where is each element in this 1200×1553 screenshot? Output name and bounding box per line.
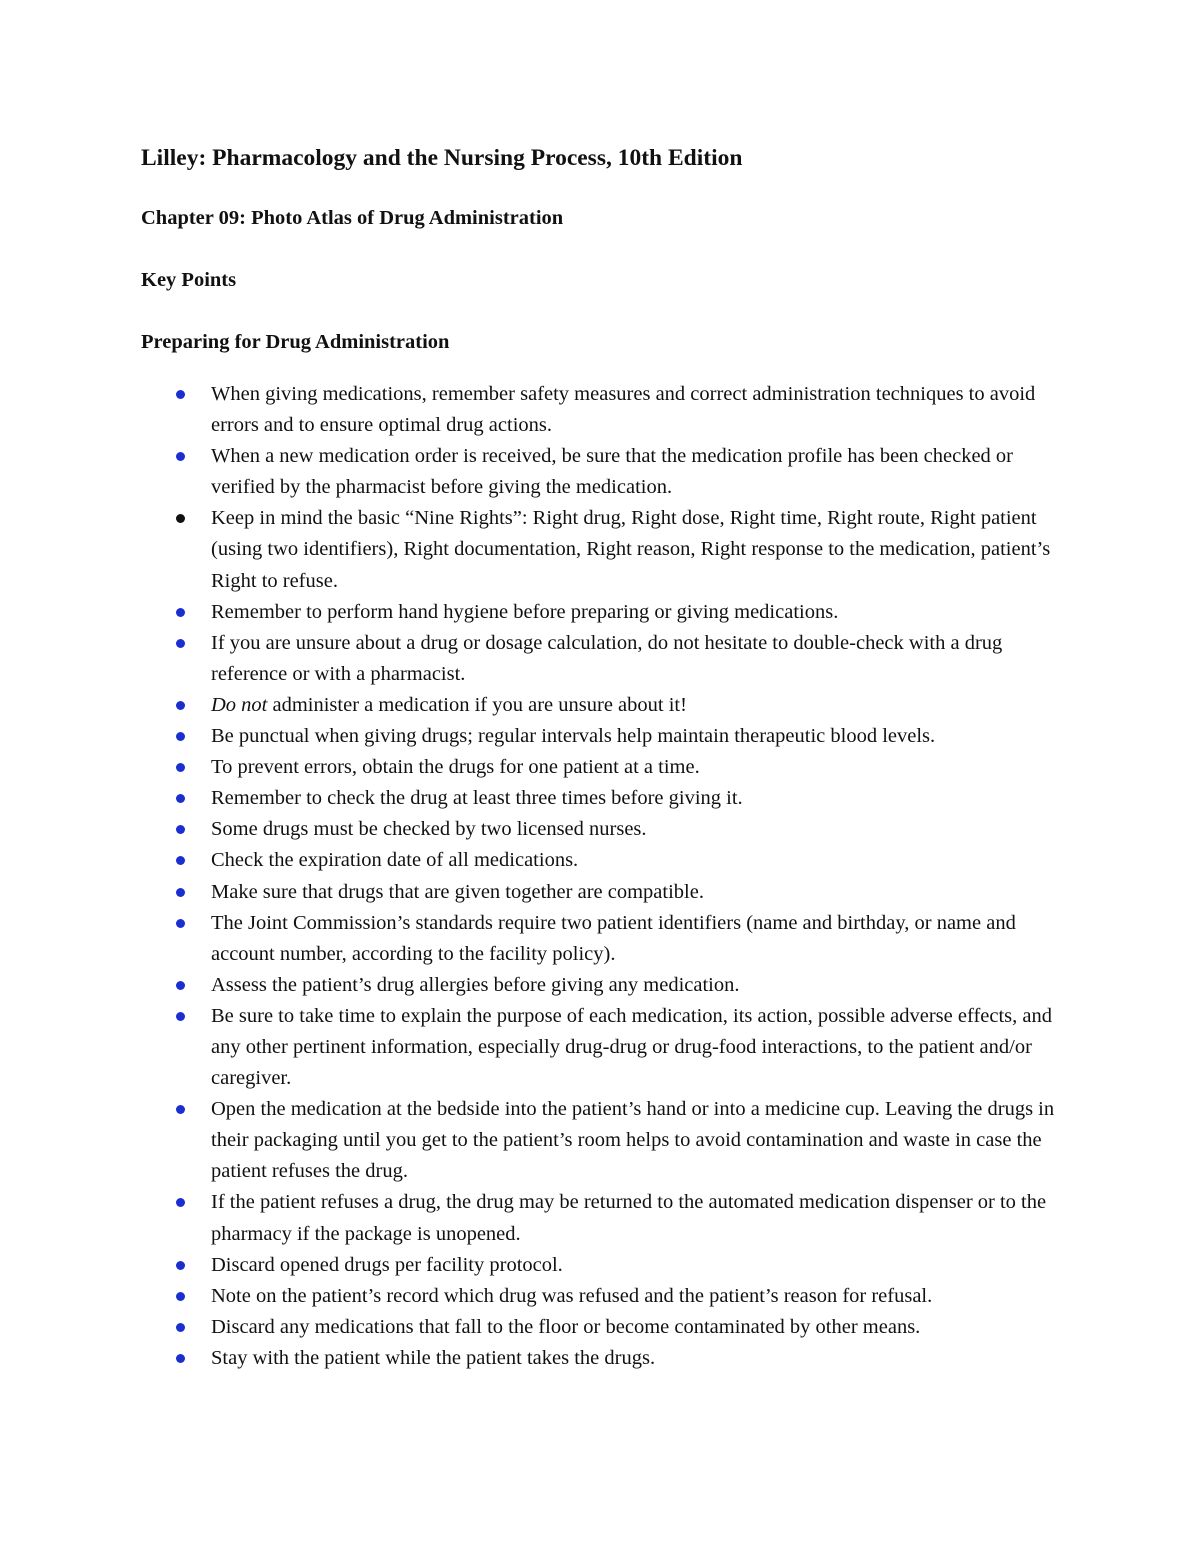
list-item-text: Assess the patient’s drug allergies before giving any medication. (211, 973, 740, 996)
list-item (141, 752, 1071, 783)
list-item (141, 628, 1071, 690)
list-item (141, 690, 1071, 721)
key-points-heading: Key Points (141, 269, 237, 291)
bullet-icon (176, 1261, 185, 1270)
bullet-icon (176, 732, 185, 741)
bullet-icon (176, 1012, 185, 1021)
bullet-icon (176, 888, 185, 897)
list-item (141, 970, 1071, 1001)
list-item (141, 877, 1071, 908)
bullet-icon (176, 452, 185, 461)
list-item-text: When a new medication order is received, be sure that the medication profile has been checked or verified by the pharmacist before giving the medication. (211, 445, 1014, 499)
list-item-text: Stay with the patient while the patient takes the drugs. (211, 1346, 656, 1369)
bullet-icon (176, 825, 185, 834)
list-item-text: Keep in mind the basic “Nine Rights”: Right drug, Right dose, Right time, Right route, Right patient (using two identifiers), Right documentation, Right reason, Right response to the medication, patient’s Right to refuse. (211, 507, 1051, 592)
chapter-heading: Chapter 09: Photo Atlas of Drug Administration (141, 207, 564, 229)
bullet-icon (176, 763, 185, 772)
bullet-icon (176, 608, 185, 617)
emphasis-text: Do not (211, 693, 268, 716)
list-item-text: Remember to perform hand hygiene before preparing or giving medications. (211, 600, 839, 623)
bullet-icon (176, 1323, 185, 1332)
list-item-text: The Joint Commission’s standards require two patient identifiers (name and birthday, or name and account number, according to the facility policy). (211, 911, 1016, 965)
bullet-icon (176, 514, 185, 523)
list-item-text: Be punctual when giving drugs; regular intervals help maintain therapeutic blood levels. (211, 725, 936, 748)
bullet-icon (176, 856, 185, 865)
list-item (141, 503, 1071, 596)
list-item-text: Discard any medications that fall to the floor or become contaminated by other means. (211, 1315, 921, 1338)
list-item-text: Discard opened drugs per facility protocol. (211, 1253, 563, 1276)
bullet-icon (176, 1292, 185, 1301)
list-item (141, 814, 1071, 845)
list-item (141, 845, 1071, 876)
list-item (141, 1343, 1071, 1374)
list-item (141, 441, 1071, 503)
list-item (141, 1250, 1071, 1281)
section-heading: Preparing for Drug Administration (141, 331, 450, 353)
list-item (141, 1094, 1071, 1187)
list-item (141, 1001, 1071, 1094)
list-item (141, 908, 1071, 970)
list-item (141, 721, 1071, 752)
key-points-list (141, 379, 1071, 1374)
list-item (141, 597, 1071, 628)
list-item-text: Some drugs must be checked by two licensed nurses. (211, 818, 647, 841)
list-item-text: If the patient refuses a drug, the drug may be returned to the automated medication dispenser or to the pharmacy if the package is unopened. (211, 1191, 1047, 1245)
list-item-text: Be sure to take time to explain the purpose of each medication, its action, possible adverse effects, and any other pertinent information, especially drug-drug or drug-food interactions, to the patient and/or caregiver. (211, 1004, 1052, 1090)
list-item (141, 379, 1071, 441)
list-item-text: To prevent errors, obtain the drugs for one patient at a time. (211, 756, 700, 779)
list-item-text: Make sure that drugs that are given together are compatible. (211, 880, 704, 903)
list-item (141, 783, 1071, 814)
list-item-text: administer a medication if you are unsure about it! (267, 693, 687, 716)
bullet-icon (176, 390, 185, 399)
list-item-text: When giving medications, remember safety measures and correct administration techniques to avoid errors and to ensure optimal drug actions. (211, 383, 1036, 437)
bullet-icon (176, 981, 185, 990)
list-item-text: Check the expiration date of all medications. (211, 849, 579, 872)
bullet-icon (176, 1198, 185, 1207)
document-title: Lilley: Pharmacology and the Nursing Process, 10th Edition (141, 145, 743, 171)
list-item-text: Remember to check the drug at least three times before giving it. (211, 787, 743, 810)
bullet-icon (176, 701, 185, 710)
list-item-text: Open the medication at the bedside into the patient’s hand or into a medicine cup. Leaving the drugs in their packaging until you get to the patient’s room helps to avoid contamination and waste in case the patient refuses the drug. (211, 1098, 1055, 1183)
list-item (141, 1187, 1071, 1249)
list-item (141, 1312, 1071, 1343)
list-item-text: Note on the patient’s record which drug was refused and the patient’s reason for refusal. (211, 1284, 933, 1307)
list-item (141, 1281, 1071, 1312)
list-item-text: If you are unsure about a drug or dosage calculation, do not hesitate to double-check with a drug reference or with a pharmacist. (211, 631, 1003, 685)
bullet-icon (176, 919, 185, 928)
bullet-icon (176, 794, 185, 803)
bullet-icon (176, 1354, 185, 1363)
document-content (141, 140, 1071, 1374)
bullet-icon (176, 639, 185, 648)
bullet-icon (176, 1105, 185, 1114)
